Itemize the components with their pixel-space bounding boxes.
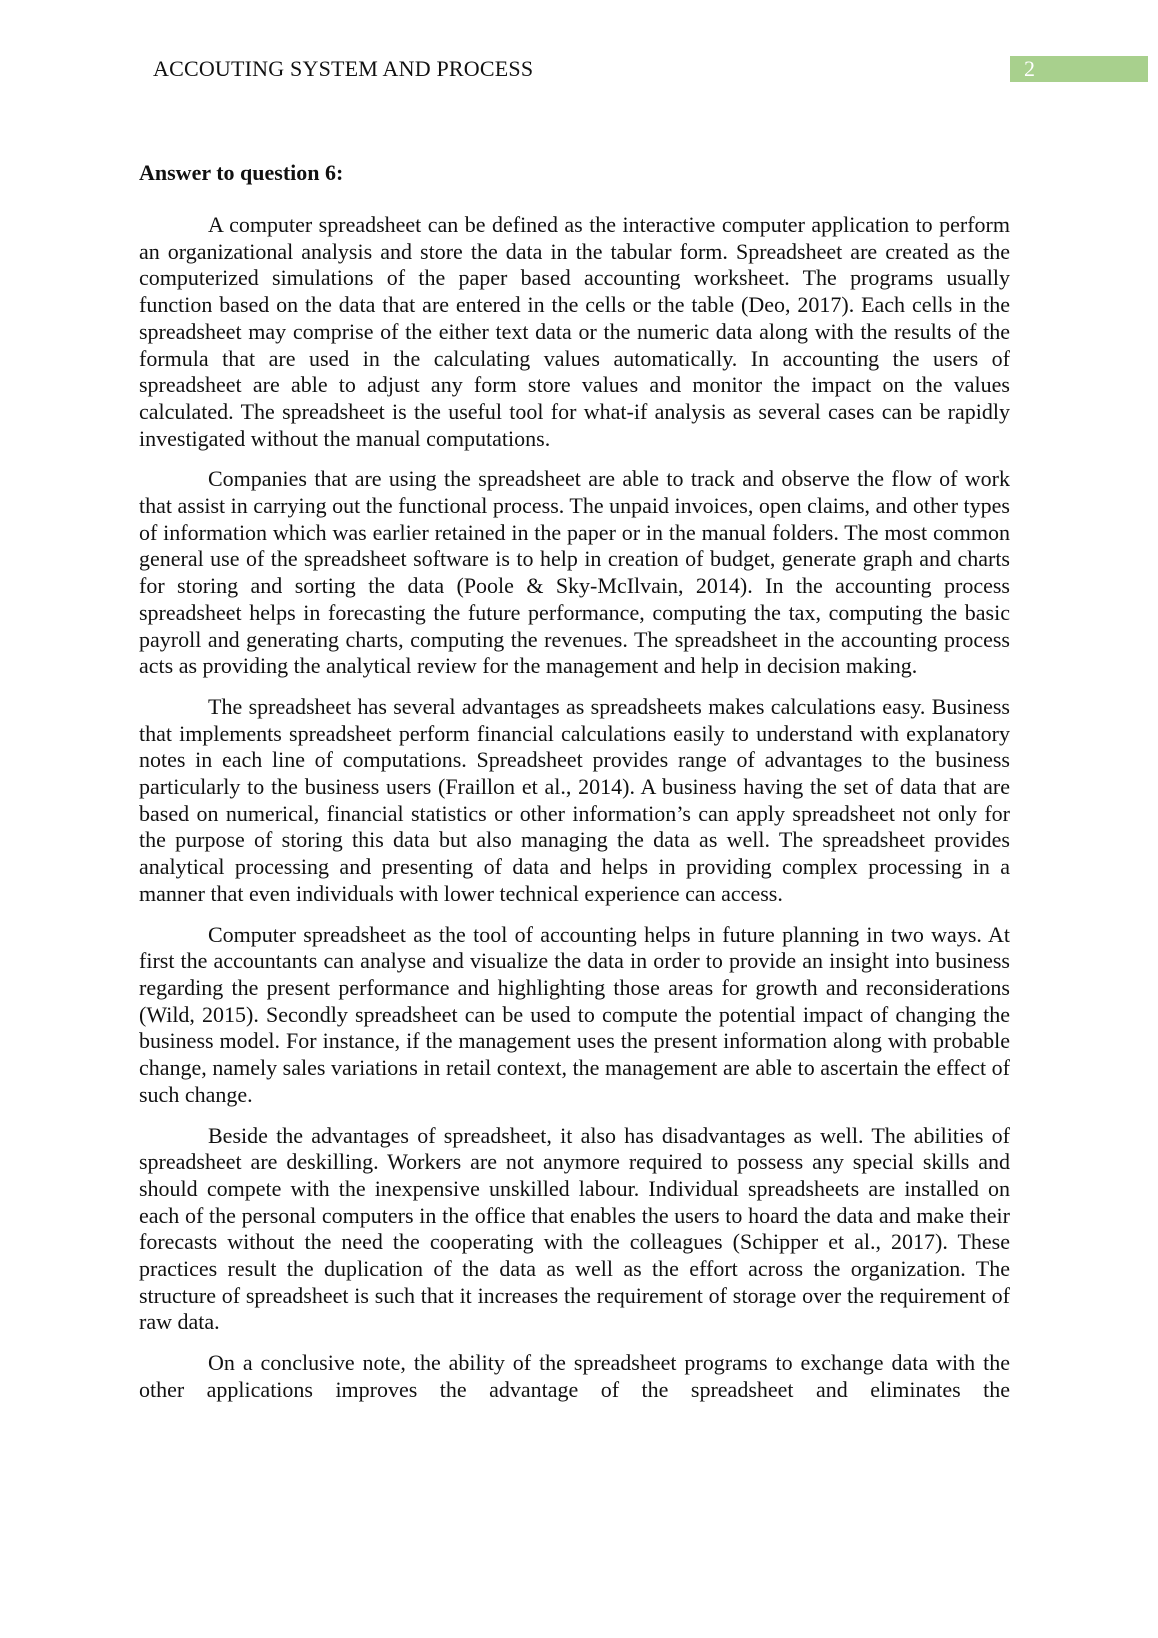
paragraph-2: Companies that are using the spreadsheet are able to track and observe the flow of work that assist in carrying out the functional process. The unpaid invoices, open claims, and other types of information which was earlier retained in the paper or in the manual folders. The most common general use of the spreadsheet software is to help in creation of budget, generate graph and charts for storing and sorting the data (Poole & Sky-McIlvain, 2014). In the accounting process spreadsheet helps in forecasting the future performance, computing the tax, computing the basic payroll and generating charts, computing the revenues. The spreadsheet in the accounting process acts as providing the analytical review for the management and help in decision making. <box>139 466 1010 679</box>
paragraph-5: Beside the advantages of spreadsheet, it also has disadvantages as well. The abilities of spreadsheet are deskilling. Workers are not anymore required to possess any special skills and should compete with the inexpensive unskilled labour. Individual spreadsheets are installed on each of the personal computers in the office that enables the users to hoard the data and make their forecasts without the need the cooperating with the colleagues (Schipper et al., 2017). These practices result the duplication of the data as well as the effort across the organization. The structure of spreadsheet is such that it increases the requirement of storage over the requirement of raw data. <box>139 1122 1010 1335</box>
page-number: 2 <box>1010 56 1148 82</box>
document-body <box>139 160 1010 1418</box>
running-head-title: ACCOUTING SYSTEM AND PROCESS <box>153 56 534 81</box>
paragraph-6: On a conclusive note, the ability of the spreadsheet programs to exchange data with the other applications improves the advantage of the spreadsheet and eliminates the <box>139 1350 1010 1402</box>
paragraph-3: The spreadsheet has several advantages as spreadsheets makes calculations easy. Business that implements spreadsheet perform financial calculations easily to understand with explanatory notes in each line of computations. Spreadsheet provides range of advantages to the business particularly to the business users (Fraillon et al., 2014). A business having the set of data that are based on numerical, financial statistics or other information’s can apply spreadsheet not only for the purpose of storing this data but also managing the data as well. The spreadsheet provides analytical processing and presenting of data and helps in providing complex processing in a manner that even individuals with lower technical experience can access. <box>139 693 1010 906</box>
section-heading: Answer to question 6: <box>139 160 344 185</box>
paragraph-4: Computer spreadsheet as the tool of accounting helps in future planning in two ways. At first the accountants can analyse and visualize the data in order to provide an insight into business regarding the present performance and highlighting those areas for growth and reconsiderations (Wild, 2015). Secondly spreadsheet can be used to compute the potential impact of changing the business model. For instance, if the management uses the present information along with probable change, namely sales variations in retail context, the management are able to ascertain the effect of such change. <box>139 921 1010 1107</box>
paragraph-1: A computer spreadsheet can be defined as the interactive computer application to perform an organizational analysis and store the data in the tabular form. Spreadsheet are created as the computerized simulations of the paper based accounting worksheet. The programs usually function based on the data that are entered in the cells or the table (Deo, 2017). Each cells in the spreadsheet may comprise of the either text data or the numeric data along with the results of the formula that are used in the calculating values automatically. In accounting the users of spreadsheet are able to adjust any form store values and monitor the impact on the values calculated. The spreadsheet is the useful tool for what-if analysis as several cases can be rapidly investigated without the manual computations. <box>139 212 1010 451</box>
